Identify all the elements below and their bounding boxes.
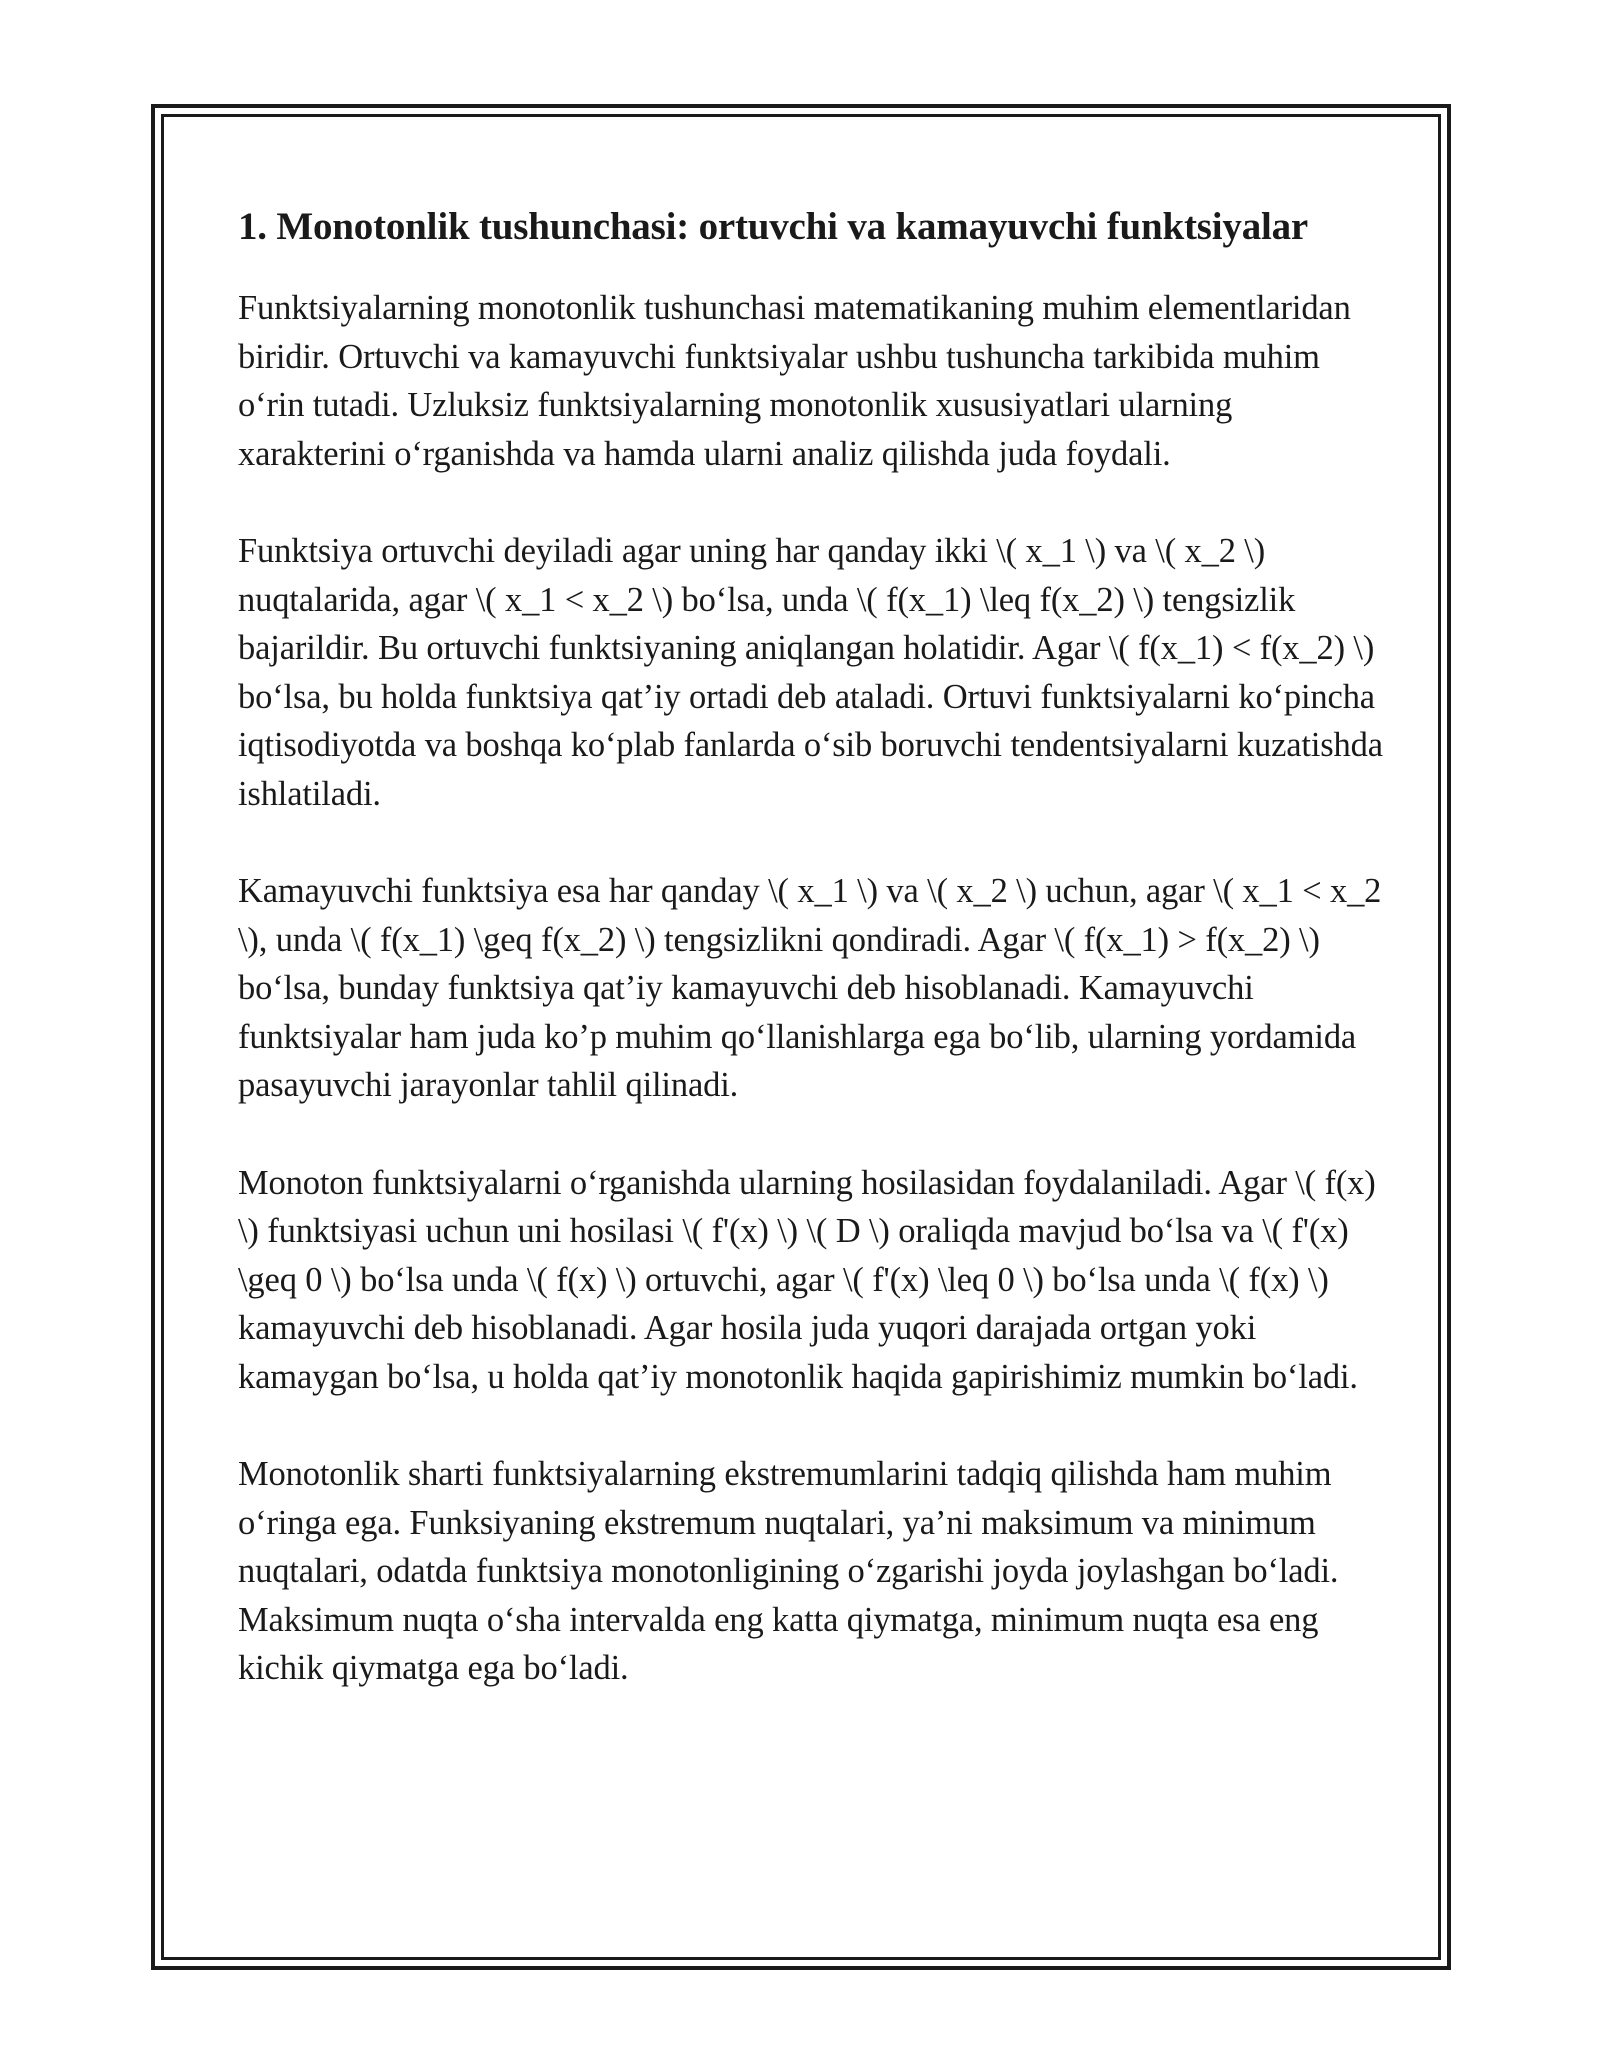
paragraph-1: Funktsiyalarning monotonlik tushunchasi matematikaning muhim elementlaridan biridir. Ortuvchi va kamayuvchi funktsiyalar ushbu tushuncha tarkibida muhim o‘rin tutadi. Uzluksiz funktsiyalarning monotonlik xususiyatlari ularning xarakterini o‘rganishda va hamda ularni analiz qilishda juda foydali. [238, 289, 1351, 473]
page-content [238, 199, 1388, 1742]
section-title: 1. Monotonlik tushunchasi: ortuvchi va kamayuvchi funktsiyalar [238, 205, 1309, 248]
paragraph-4: Monoton funktsiyalarni o‘rganishda ularning hosilasidan foydalaniladi. Agar \( f(x) \) funktsiyasi uchun uni hosilasi \( f'(x) \) \( D \) oraliqda mavjud bo‘lsa va \( f'(x) \geq 0 \) bo‘lsa unda \( f(x) \) ortuvchi, agar \( f'(x) \leq 0 \) bo‘lsa unda \( f(x) \) kamayuvchi deb hisoblanadi. Agar hosila juda yuqori darajada ortgan yoki kamaygan bo‘lsa, u holda qat’iy monotonlik haqida gapirishimiz mumkin bo‘ladi. [238, 1163, 1376, 1396]
page-border-outer [151, 104, 1451, 1970]
paragraph-3: Kamayuvchi funktsiya esa har qanday \( x_1 \) va \( x_2 \) uchun, agar \( x_1 < x_2 \), unda \( f(x_1) \geq f(x_2) \) tengsizlikni qondiradi. Agar \( f(x_1) > f(x_2) \) bo‘lsa, bunday funktsiya qat’iy kamayuvchi deb hisoblanadi. Kamayuvchi funktsiyalar ham juda ko’p muhim qo‘llanishlarga ega bo‘lib, ularning yordamida pasayuvchi jarayonlar tahlil qilinadi. [238, 872, 1382, 1104]
paragraph-5: Monotonlik sharti funktsiyalarning ekstremumlarini tadqiq qilishda ham muhim o‘ringa ega. Funksiyaning ekstremum nuqtalari, ya’ni maksimum va minimum nuqtalari, odatda funktsiya monotonligining o‘zgarishi joyda joylashgan bo‘ladi. Maksimum nuqta o‘sha intervalda eng katta qiymatga, minimum nuqta esa eng kichik qiymatga ega bo‘ladi. [238, 1455, 1339, 1687]
page-border-inner [161, 114, 1441, 1960]
paragraph-2: Funktsiya ortuvchi deyiladi agar uning har qanday ikki \( x_1 \) va \( x_2 \) nuqtalarida, agar \( x_1 < x_2 \) bo‘lsa, unda \( f(x_1) \leq f(x_2) \) tengsizlik bajarildir. Bu ortuvchi funktsiyaning aniqlangan holatidir. Agar \( f(x_1) < f(x_2) \) bo‘lsa, bu holda funktsiya qat’iy ortadi deb ataladi. Ortuvi funktsiyalarni ko‘pincha iqtisodiyotda va boshqa ko‘plab fanlarda o‘sib boruvchi tendentsiyalarni kuzatishda ishlatiladi. [238, 532, 1383, 813]
